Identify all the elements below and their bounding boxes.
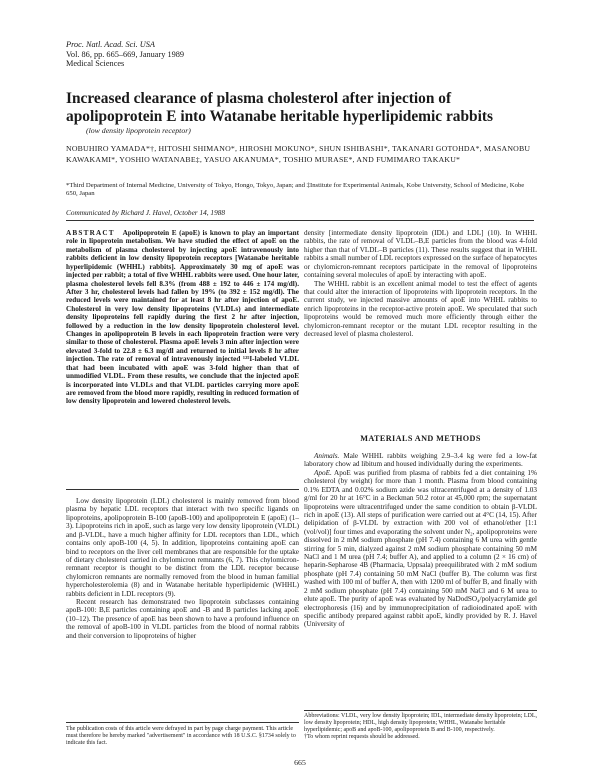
affiliation: *Third Department of Internal Medicine, University of Tokyo, Hongo, Tokyo, Japan; and ‡Institute for Experimental Animals, Kobe University, School of Medicine, Kobe 650, Japan <box>66 182 525 198</box>
correspondence-note: †To whom reprint requests should be addressed. <box>304 734 420 740</box>
methods-text <box>304 452 537 629</box>
page-number: 665 <box>294 758 306 767</box>
footnote-divider <box>66 722 299 723</box>
intro-paragraph: density [intermediate density lipoprotein (IDL) and LDL] (10). In WHHL rabbits, the rate of removal of VLDL–B,E particles from the blood was 4-fold higher than that of VLDL–B particles (11). These results suggest that in WHHL rabbits a small number of LDL receptors expressed on the surface of hepatocytes or chylomicron-remnant receptors participate in the removal of lipoproteins containing several molecules of apoE by interacting with apoE. <box>304 229 537 280</box>
journal-section: Medical Sciences <box>66 59 125 69</box>
introduction-continued <box>304 229 537 338</box>
intro-paragraph: The WHHL rabbit is an excellent animal model to test the effect of agents that could alter the interaction of lipoproteins with lipoprotein receptors. In the current study, we injected massive amounts of apoE into WHHL rabbits to enrich lipoproteins in the receptor-active protein apoE. We speculated that such lipoproteins would be removed much more efficiently through either the chylomicron-remnant receptor or the mutant LDL receptor resulting in the decreased level of plasma cholesterol. <box>304 279 537 339</box>
abbreviation-divider <box>304 710 537 711</box>
abstract-label: ABSTRACT <box>66 229 115 237</box>
journal-volume: Vol. 86, pp. 665–669, January 1989 <box>66 49 185 59</box>
intro-paragraph: Recent research has demonstrated two lipoprotein subclasses containing apoB-100: B,E particles containing apoE and -B and B particles lacking apoE (10–12). The presence of apoE has been shown to have a profound influence on the removal of apoB-100 in VLDL particles from the blood of normal rabbits and their conversion to lipoproteins of higher <box>66 598 299 640</box>
author-list: NOBUHIRO YAMADA*†, HITOSHI SHIMANO*, HIROSHI MOKUNO*, SHUN ISHIBASHI*, TAKANARI GOTOHDA*, MASANOBU KAWAKAMI*, YOSHIO WATANABE‡, YASUO AKANUMA*, TOSHIO MURASE*, AND FUMIMARO TAKAKU* <box>66 144 531 164</box>
abbreviations-footnote <box>304 713 537 741</box>
journal-name: Proc. Natl. Acad. Sci. USA <box>66 40 155 49</box>
introduction <box>66 497 299 640</box>
journal-header <box>66 40 184 69</box>
methods-paragraph: Male WHHL rabbits weighing 2.9–3.4 kg were fed a low-fat laboratory chow ad libitum and housed individually during the experiments. <box>304 452 538 469</box>
intro-paragraph: Low density lipoprotein (LDL) cholesterol is mainly removed from blood plasma by hepatic LDL receptors that interact with two specific ligands on lipoproteins, apolipoprotein B-100 (apoB-100) and apolipoprotein E (apoE) (1–3). Lipoproteins rich in apoE, such as large very low density lipoprotein (VLDL) and β-VLDL, have a much higher affinity for LDL receptors than LDL, which contains only apoB-100 (4, 5). In addition, lipoproteins containing apoE can bind to receptors on the liver cell membranes that are responsible for the uptake of dietary cholesterol carried in chylomicron remnants (6, 7). This chylomicron-remnant receptor is thought to be distinct from the LDL receptor because chylomicron remnants are normally removed from the blood in human familial hypercholesterolemia (8) and in Watanabe heritable hyperlipidemic (WHHL) rabbits deficient in LDL receptors (9). <box>66 497 299 598</box>
header-divider <box>66 220 534 221</box>
abstract <box>66 229 299 406</box>
methods-paragraph: ApoE was purified from plasma of rabbits fed a diet containing 1% cholesterol (by weight) for more than 1 month. Plasma from blood containing 0.1% EDTA and 0.02% sodium azide was ultracentrifuged at a density of 1.03 g/ml for 20 hr at 16°C in a Beckman 50.2 rotor at 45,000 rpm; the supernatant lipoproteins were ultracentrifuged under the same condition to obtain β-VLDL rich in apoE (13). All steps of purification were carried out at 4°C (14, 15). After delipidation of β-VLDL by extraction with 200 vol of ethanol/ether [1:1 (vol/vol)] four times and evaporating the solvent under N₂, apolipoproteins were dissolved in 2 mM sodium phosphate (pH 7.4) containing 6 M urea with gentle stirring for 5 min, dialyzed against 2 mM sodium phosphate containing 50 mM NaCl and 1 M urea (pH 7.4; buffer A), and applied to a column (2 × 16 cm) of heparin-Sepharose 4B (Pharmacia, Uppsala) preequilibrated with 2 mM sodium phosphate (pH 7.4) containing 50 mM NaCl (buffer B). The column was first washed with 100 ml of buffer A, then with 1200 ml of buffer B, and finally with 2 mM sodium phosphate (pH 7.4) containing 500 mM NaCl and 6 M urea to elute apoE. The purity of apoE was evaluated by NaDodSO₄/polyacrylamide gel electrophoresis (16) and by immunoprecipitation of radioiodinated apoE with specific antibody prepared against rabbit apoE, kindly provided by R. J. Havel (University of <box>304 468 537 629</box>
communicated-by: Communicated by Richard J. Havel, October 14, 1988 <box>66 208 226 217</box>
abstract-divider <box>66 489 299 490</box>
paper-keywords: (low density lipoprotein receptor) <box>86 126 191 135</box>
abstract-text: Apolipoprotein E (apoE) is known to play an important role in lipoprotein metabolism. We have studied the effect of apoE on the metabolism of plasma cholesterol by injecting apoE intravenously into rabbits deficient in low density lipoprotein receptors [Watanabe heritable hyperlipidemic (WHHL) rabbits]. Approximately 30 mg of apoE was injected per rabbit; a total of five WHHL rabbits were used. One hour later, plasma cholesterol levels fell 8.3% (from 488 ± 192 to 446 ± 174 mg/dl). After 3 hr, cholesterol levels had fallen by 19% (to 392 ± 152 mg/dl). The reduced levels were maintained for at least 8 hr after injection of apoE. Cholesterol in very low density lipoproteins (VLDLs) and intermediate density lipoproteins fell rapidly during the first 2 hr after injection, followed by a reduction in the low density lipoprotein cholesterol level. Changes in apolipoprotein B levels in each lipoprotein fraction were very similar to those of cholesterol. Plasma apoE levels 3 min after injection were elevated 3-fold to 22.8 ± 6.3 mg/dl and returned to initial levels 8 hr after injection. The rate of removal of intravenously injected ¹²⁵I-labeled VLDL that had been incubated with apoE was 3-fold higher than that of unmodified VLDL. From these results, we conclude that the injected apoE is incorporated into VLDLs and that VLDL particles carrying more apoE are removed from the blood more rapidly, resulting in reduced formation of low density lipoprotein and lowered cholesterol levels. <box>66 229 299 406</box>
publication-cost-footnote: The publication costs of this article were defrayed in part by page charge payment. This article must therefore be hereby marked "advertisement" in accordance with 18 U.S.C. §1734 solely to indicate this fact. <box>66 726 296 746</box>
methods-label-apoe: ApoE. <box>314 468 332 477</box>
paper-title: Increased clearance of plasma cholesterol after injection of apolipoprotein E into Watanabe heritable hyperlipidemic rabbits <box>66 90 493 125</box>
section-heading: MATERIALS AND METHODS <box>360 434 481 443</box>
abbreviations: Abbreviations: VLDL, very low density lipoprotein; IDL, intermediate density lipoprotein; LDL, low density lipoprotein; HDL, high density lipoprotein; WHHL, Watanabe heritable hyperlipidemic; apoB and apoB-100, apolipoprotein B and B-100, respectively. <box>304 713 538 733</box>
methods-label-animals: Animals. <box>314 452 340 460</box>
